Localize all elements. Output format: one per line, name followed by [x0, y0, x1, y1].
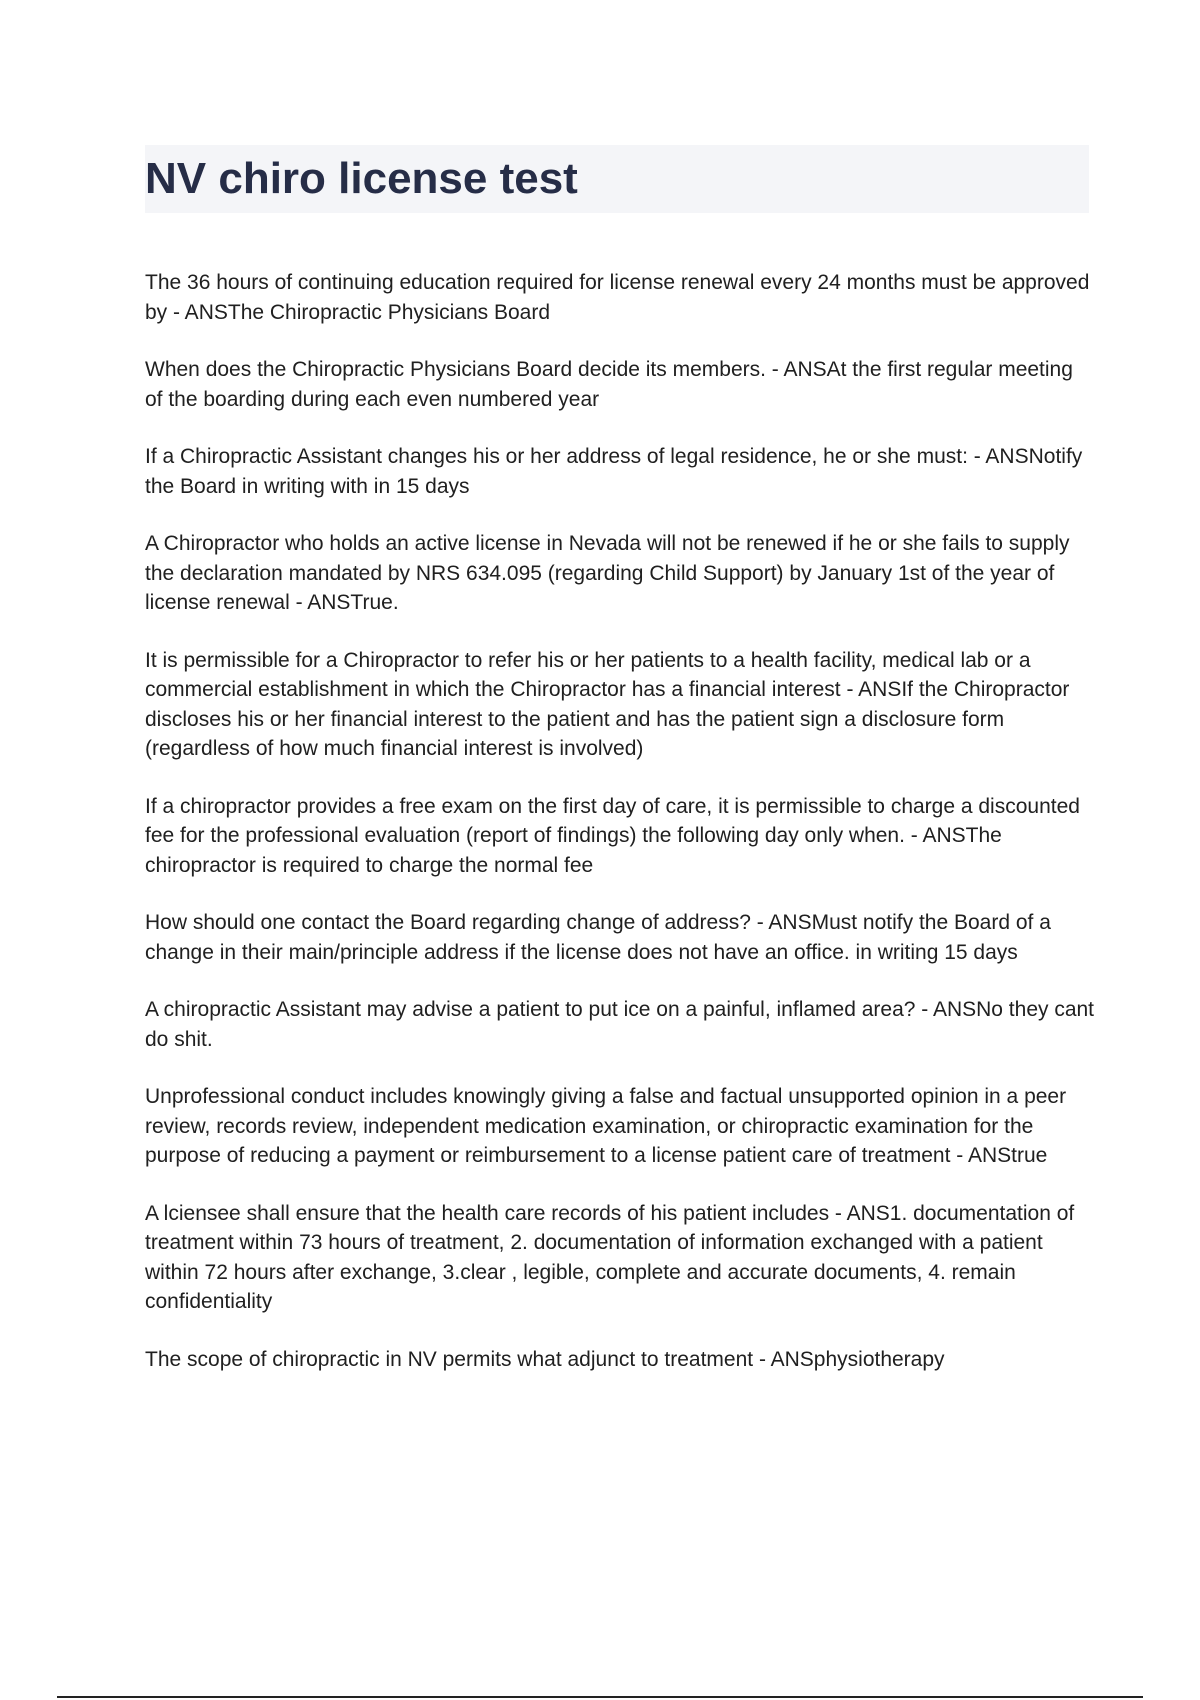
- qa-item: Unprofessional conduct includes knowingly giving a false and factual unsupported opinion in a peer review, records review, independent medication examination, or chiropractic examination for the purpose of reducing a payment or reimbursement to a license patient care of treatment - ANStrue: [145, 1085, 1067, 1167]
- qa-item: If a chiropractor provides a free exam on the first day of care, it is permissible to charge a discounted fee for the professional evaluation (report of findings) the following day only when. - ANSThe chiropractor is required to charge the normal fee: [145, 794, 1080, 877]
- qa-item: How should one contact the Board regarding change of address? - ANSMust notify the Board of a change in their main/principle address if the license does not have an office. in writing 15 days: [145, 911, 1051, 964]
- qa-item: When does the Chiropractic Physicians Board decide its members. - ANSAt the first regular meeting of the boarding during each even numbered year: [145, 358, 1073, 411]
- qa-item: The 36 hours of continuing education required for license renewal every 24 months must be approved by - ANSThe Chiropractic Physicians Board: [145, 271, 1090, 324]
- qa-item: A Chiropractor who holds an active license in Nevada will not be renewed if he or she fails to supply the declaration mandated by NRS 634.095 (regarding Child Support) by January 1st of the year of license renewal - ANSTrue.: [145, 532, 1070, 614]
- qa-item: It is permissible for a Chiropractor to refer his or her patients to a health facility, medical lab or a commercial establishment in which the Chiropractor has a financial interest - ANSIf the Chiropractor discloses his or her financial interest to the patient and has the patient sign a disclosure form (regardless of how much financial interest is involved): [145, 648, 1070, 760]
- qa-item: A lciensee shall ensure that the health care records of his patient includes - ANS1. documentation of treatment within 73 hours of treatment, 2. documentation of information exchanged with a patient within 72 hours after exchange, 3.clear , legible, complete and accurate documents, 4. remain confidentiality: [145, 1201, 1075, 1313]
- qa-item: The scope of chiropractic in NV permits what adjunct to treatment - ANSphysiotherapy: [145, 1347, 945, 1371]
- qa-item: A chiropractic Assistant may advise a patient to put ice on a painful, inflamed area? - ANSNo they cant do shit.: [145, 998, 1095, 1051]
- title-band: [145, 145, 1089, 213]
- qa-list: [145, 268, 1095, 1402]
- qa-item: If a Chiropractic Assistant changes his or her address of legal residence, he or she must: - ANSNotify the Board in writing with in 15 days: [145, 445, 1083, 498]
- footer-rule: [57, 1696, 1143, 1698]
- page-title: NV chiro license test: [145, 154, 578, 203]
